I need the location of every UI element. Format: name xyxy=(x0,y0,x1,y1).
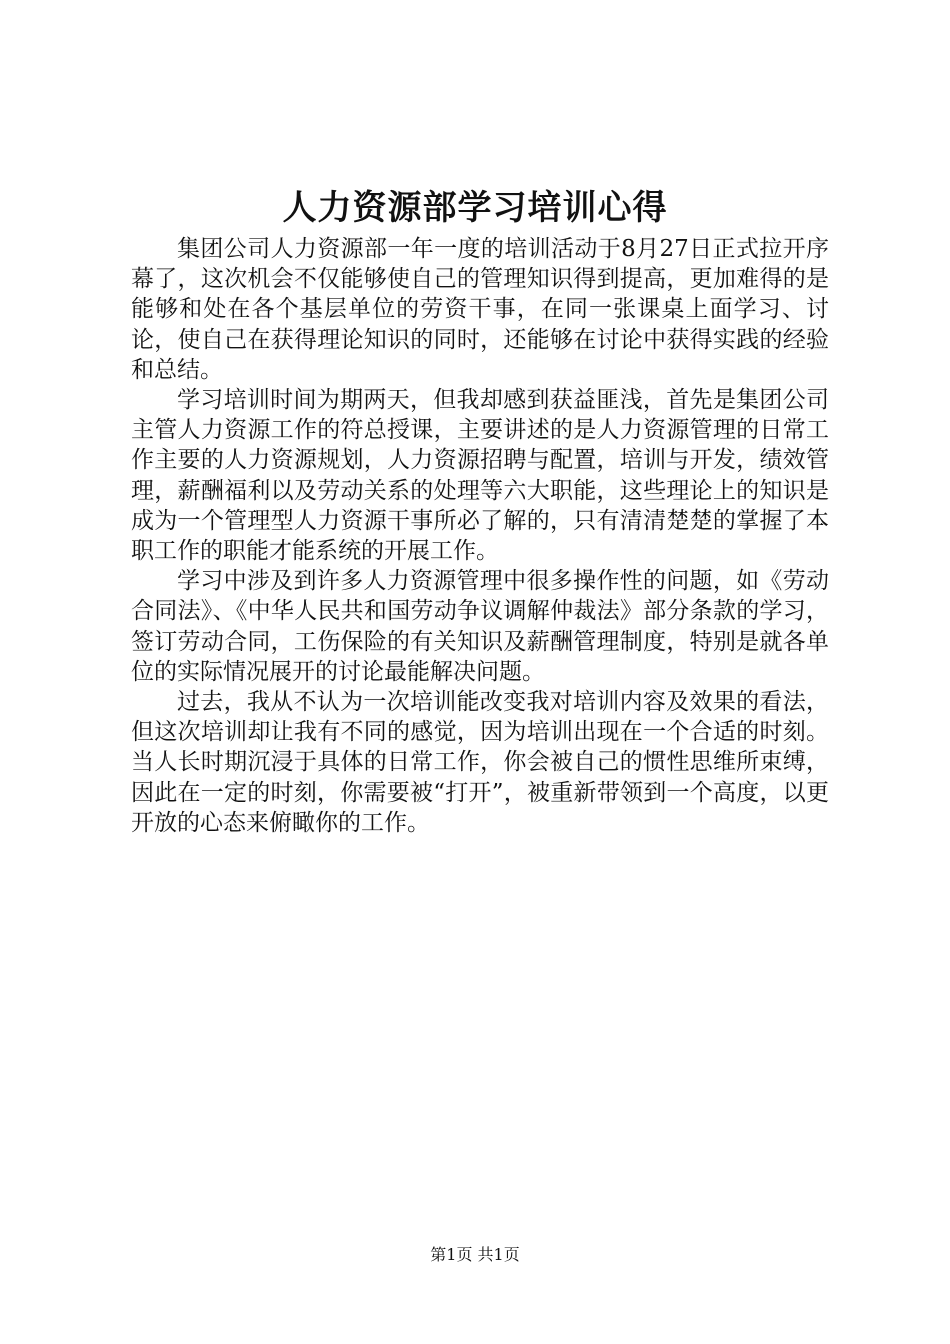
document-body xyxy=(131,234,829,838)
page-number-footer: 第1页 共1页 xyxy=(430,1245,520,1264)
paragraph-2: 学习培训时间为期两天，但我却感到获益匪浅，首先是集团公司主管人力资源工作的符总授课，主要讲述的是人力资源管理的日常工作主要的人力资源规划，人力资源招聘与配置，培训与开发，绩效管理，薪酬福利以及劳动关系的处理等六大职能，这些理论上的知识是成为一个管理型人力资源干事所必了解的，只有清清楚楚的掌握了本职工作的职能才能系统的开展工作。 xyxy=(131,387,829,565)
paragraph-1: 集团公司人力资源部一年一度的培训活动于8月27日正式拉开序幕了，这次机会不仅能够使自己的管理知识得到提高，更加难得的是能够和处在各个基层单位的劳资干事，在同一张课桌上面学习、讨论，使自己在获得理论知识的同时，还能够在讨论中获得实践的经验和总结。 xyxy=(131,236,829,383)
document-title: 人力资源部学习培训心得 xyxy=(282,188,668,228)
paragraph-3: 学习中涉及到许多人力资源管理中很多操作性的问题，如《劳动合同法》、《中华人民共和国劳动争议调解仲裁法》部分条款的学习，签订劳动合同，工伤保险的有关知识及薪酬管理制度，特别是就各单位的实际情况展开的讨论最能解决问题。 xyxy=(131,568,829,685)
paragraph-4: 过去，我从不认为一次培训能改变我对培训内容及效果的看法，但这次培训却让我有不同的感觉，因为培训出现在一个合适的时刻。当人长时期沉浸于具体的日常工作，你会被自己的惯性思维所束缚，因此在一定的时刻，你需要被“打开”，被重新带领到一个高度，以更开放的心态来俯瞰你的工作。 xyxy=(131,689,829,836)
